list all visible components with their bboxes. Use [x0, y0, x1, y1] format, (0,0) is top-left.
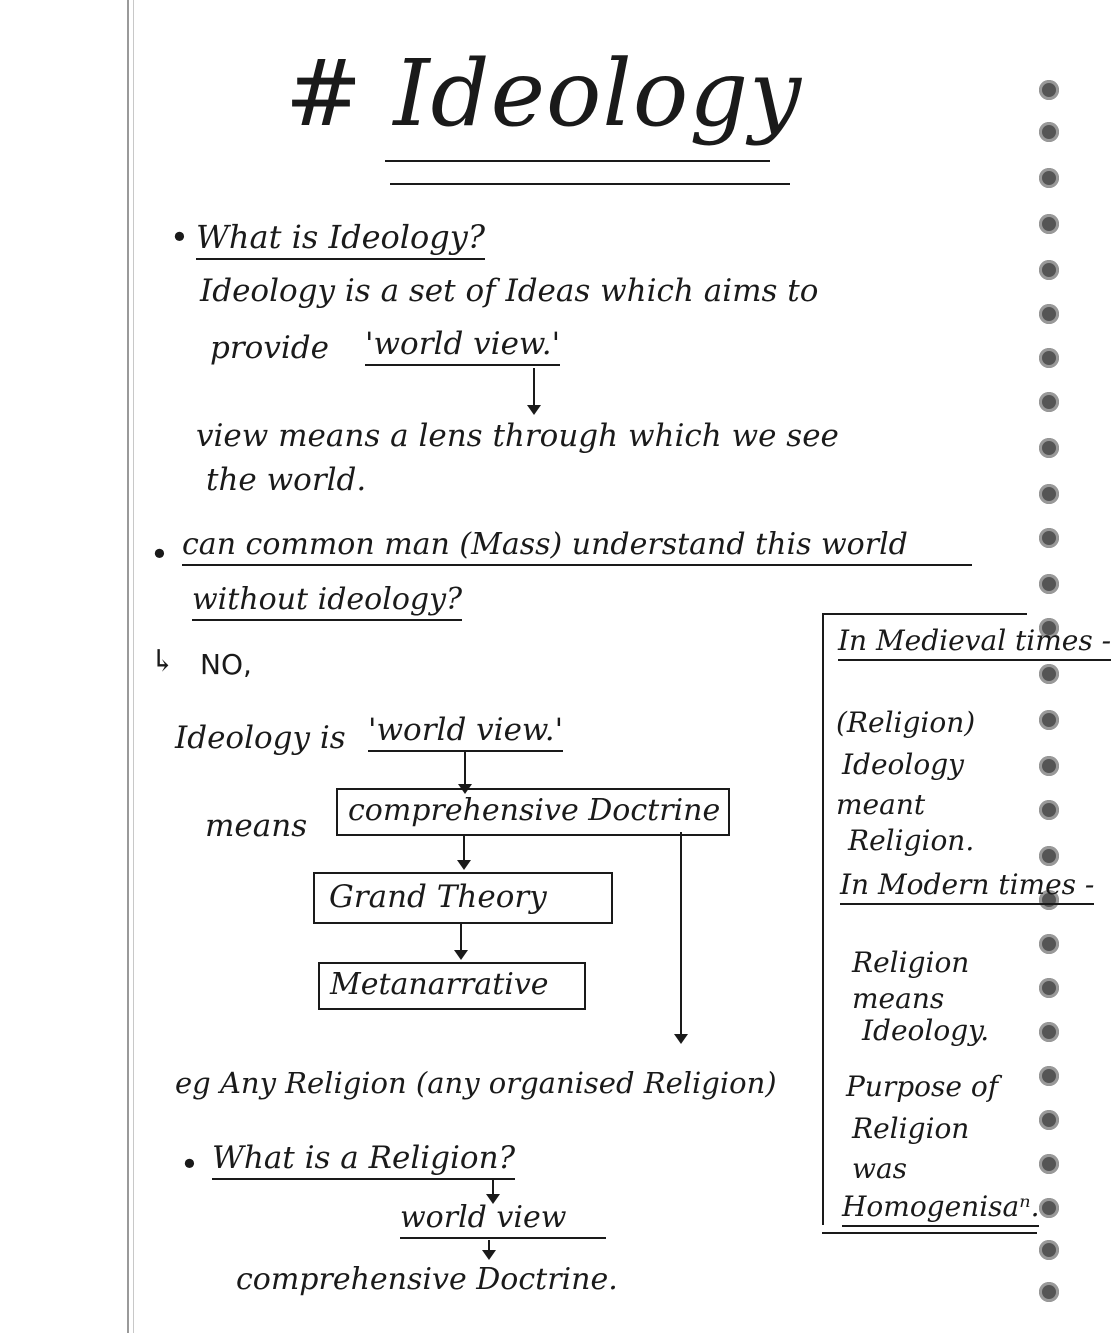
binding-hole: [1039, 664, 1059, 684]
sidebar-medieval-line: (Religion): [836, 706, 976, 739]
title-underline-2: [390, 183, 790, 185]
answer-arrow-icon: ↳: [150, 644, 176, 679]
answer-line-1: Ideology is a set of Ideas which aims to: [200, 273, 819, 309]
binding-hole: [1039, 304, 1059, 324]
binding-hole: [1039, 392, 1059, 412]
note-line-2: the world.: [206, 462, 367, 498]
question-common-man-line-2: without ideology?: [192, 582, 462, 621]
binding-hole: [1039, 214, 1059, 234]
box-metanarrative: [318, 962, 586, 1010]
binding-hole: [1039, 1022, 1059, 1042]
sidebar-medieval-line: Ideology: [842, 748, 964, 781]
binding-hole: [1039, 1154, 1059, 1174]
arrow-down: [492, 1180, 494, 1202]
question-what-is-ideology: What is Ideology?: [196, 218, 485, 260]
binding-hole: [1039, 846, 1059, 866]
question-what-is-religion: What is a Religion?: [212, 1140, 515, 1180]
flow-lead-term: 'world view.': [368, 712, 563, 752]
arrow-down: [463, 834, 465, 868]
box-comprehensive-doctrine: [336, 788, 730, 836]
box-comprehensive-doctrine-label: comprehensive Doctrine: [348, 793, 721, 828]
sidebar-purpose-line: Purpose of: [846, 1070, 999, 1103]
sidebar-medieval-line: meant: [836, 788, 926, 821]
sidebar-left-border: [822, 615, 824, 1225]
sidebar-bottom-border: [822, 1232, 1037, 1234]
box-grand-theory: [313, 872, 613, 924]
binding-hole: [1039, 574, 1059, 594]
binding-hole: [1039, 1066, 1059, 1086]
binding-hole: [1039, 1110, 1059, 1130]
sidebar-modern-heading: In Modern times -: [840, 868, 1094, 905]
binding-hole: [1039, 80, 1059, 100]
sidebar-modern-line: Ideology.: [862, 1014, 990, 1047]
sidebar-modern-line: Religion: [852, 946, 970, 979]
sidebar-purpose-line: Homogenisaⁿ.: [842, 1190, 1039, 1227]
binding-hole: [1039, 1198, 1059, 1218]
box-metanarrative-label: Metanarrative: [330, 967, 549, 1002]
binding-hole: [1039, 756, 1059, 776]
arrow-down: [464, 752, 466, 792]
binding-hole: [1039, 168, 1059, 188]
flow-means: means: [205, 808, 308, 844]
box-grand-theory-label: Grand Theory: [329, 879, 547, 915]
answer-line-2-prefix: provide: [210, 330, 329, 366]
binding-hole: [1039, 1282, 1059, 1302]
binding-hole: [1039, 978, 1059, 998]
arrow-down-long: [680, 832, 682, 1042]
religion-world-view: world view: [400, 1200, 606, 1239]
answer-no: NO,: [200, 648, 252, 681]
example-religion: eg Any Religion (any organised Religion): [175, 1066, 777, 1100]
arrow-down: [488, 1240, 490, 1258]
spiral-binding: [1035, 70, 1065, 1310]
sidebar-top-border: [822, 613, 1027, 615]
margin-line: [127, 0, 129, 1333]
sidebar-purpose-line: Religion: [852, 1112, 970, 1145]
sidebar-modern-line: means: [852, 982, 945, 1015]
binding-hole: [1039, 710, 1059, 730]
arrow-down: [460, 922, 462, 958]
binding-hole: [1039, 1240, 1059, 1260]
binding-hole: [1039, 348, 1059, 368]
title-underline: [385, 160, 770, 162]
answer-world-view-term: 'world view.': [365, 326, 560, 366]
flow-lead: Ideology is: [175, 720, 346, 756]
arrow-down: [533, 368, 535, 413]
binding-hole: [1039, 934, 1059, 954]
margin-line-inner: [133, 0, 134, 1333]
binding-hole: [1039, 528, 1059, 548]
page-title: # Ideology: [285, 40, 803, 147]
note-line-1: view means a lens through which we see: [196, 418, 839, 454]
sidebar-purpose-line: was: [852, 1152, 908, 1185]
binding-hole: [1039, 438, 1059, 458]
religion-comprehensive-doctrine: comprehensive Doctrine.: [236, 1262, 618, 1297]
bullet: •: [180, 1145, 199, 1183]
binding-hole: [1039, 260, 1059, 280]
bullet: •: [170, 218, 189, 256]
sidebar-medieval-line: Religion.: [848, 824, 975, 857]
binding-hole: [1039, 800, 1059, 820]
question-common-man-line-1: can common man (Mass) understand this world: [182, 527, 972, 566]
sidebar-medieval-heading: In Medieval times -: [838, 624, 1111, 661]
bullet: •: [150, 535, 169, 573]
binding-hole: [1039, 122, 1059, 142]
binding-hole: [1039, 484, 1059, 504]
